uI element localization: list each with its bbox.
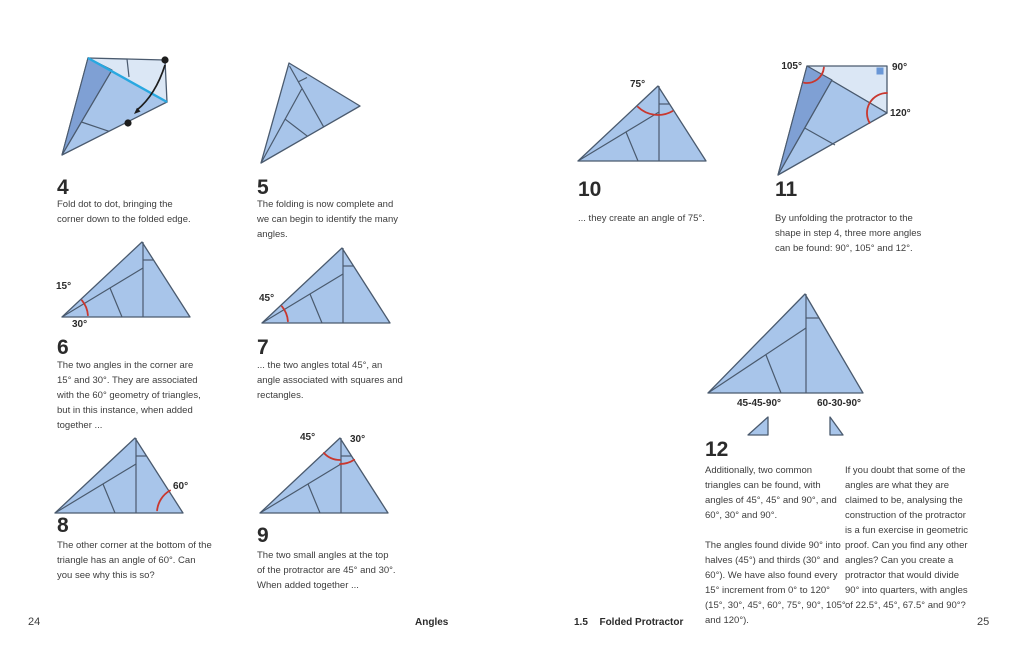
step8-triangle-diagram — [35, 428, 185, 518]
step11-number: 11 — [775, 178, 798, 201]
section-title: Folded Protractor — [599, 617, 684, 628]
triangle-type-label-right: 60-30-90° — [816, 398, 862, 409]
step6-triangle-diagram — [42, 232, 192, 322]
left-running-head: Angles — [415, 617, 449, 628]
step7-caption: ... the two angles total 45°, an angle associated with squares and rectangles. — [257, 360, 403, 401]
step5-number: 5 — [257, 176, 269, 199]
step7-figure — [242, 238, 417, 338]
step10-caption: ... they create an angle of 75°. — [578, 213, 705, 224]
small-45-45-90-triangle — [748, 417, 768, 435]
step6-figure — [42, 232, 217, 337]
angle-label-120: 120° — [890, 108, 911, 119]
step5-caption: The folding is now complete and we can begin to identify the many angles. — [257, 199, 399, 240]
step11-figure — [770, 55, 918, 185]
step5-folded-triangle-diagram — [255, 58, 370, 168]
section-number: 1.5 — [574, 617, 588, 628]
step8-figure — [35, 428, 215, 528]
angle-label-45: 45° — [259, 293, 275, 304]
step12-caption-column2 — [845, 463, 975, 613]
left-page-number: 24 — [28, 616, 41, 628]
triangle-type-label-left: 45-45-90° — [736, 398, 782, 409]
step6-number: 6 — [57, 336, 69, 359]
step8-number: 8 — [57, 514, 69, 537]
fold-dot — [124, 119, 131, 126]
step12-number: 12 — [705, 438, 729, 461]
step4-number: 4 — [57, 176, 69, 199]
step12-paragraph-2: The angles found divide 90° into halves (45°) and thirds (30° and 60°). We have also found every 15° increment from 0° to 120° (15°, 30°, 45°, 60°, 75°, 90°, 105° and 120°). — [705, 540, 846, 626]
angle-label-60: 60° — [173, 481, 189, 492]
step8-caption: The other corner at the bottom of the triangle has an angle of 60°. Can you see why this is so? — [57, 540, 212, 581]
step4-kite-diagram — [55, 45, 195, 165]
right-running-head — [574, 617, 683, 628]
folded-triangle — [261, 63, 360, 163]
step12-triangle-diagram — [700, 288, 890, 448]
right-page-number: 25 — [977, 616, 990, 628]
step12-paragraph-1: Additionally, two common triangles can be found, with angles of 45°, 45° and 90°, and 60°, 30° and 90°. — [705, 465, 837, 521]
step11-kite-diagram — [770, 55, 918, 185]
paragraph-gap — [705, 523, 847, 538]
angle-label-45: 45° — [300, 432, 316, 443]
step12-paragraph-3: If you doubt that some of the angles are what they are claimed to be, analysing the construction of the protractor is a fun exercise in geometric proof. Can you find any other angles? Can you create a protractor that would divide 90° into quarters, with angles of 22.5°, 45°, 67.5° and 90°? — [845, 465, 969, 611]
step4-figure — [55, 45, 195, 165]
angle-label-90: 90° — [892, 62, 908, 73]
angle-label-15: 15° — [56, 281, 72, 292]
step4-caption: Fold dot to dot, bringing the corner down to the folded edge. — [57, 199, 191, 225]
step9-number: 9 — [257, 524, 269, 547]
right-angle-marker — [877, 68, 884, 75]
step7-number: 7 — [257, 336, 269, 359]
angle-label-30: 30° — [350, 434, 366, 445]
small-60-30-90-triangle — [830, 417, 843, 435]
step9-figure — [240, 428, 415, 528]
step11-caption: By unfolding the protractor to the shape in step 4, three more angles can be found: 90°, 105° and 12°. — [775, 213, 922, 254]
step9-caption: The two small angles at the top of the protractor are 45° and 30°. When added together ... — [257, 550, 396, 591]
step7-triangle-diagram — [242, 238, 392, 328]
step6-caption: The two angles in the corner are 15° and 30°. They are associated with the 60° geometry of triangles, but in this instance, when added together ... — [57, 360, 201, 431]
step10-number: 10 — [578, 178, 602, 201]
angle-label-30: 30° — [72, 319, 88, 330]
step12-caption-column1 — [705, 463, 847, 628]
angle-label-105: 105° — [781, 61, 802, 72]
angle-label-75: 75° — [630, 79, 646, 90]
step10-figure — [558, 76, 733, 176]
step12-figure — [700, 288, 890, 448]
fold-dot — [161, 56, 168, 63]
step5-figure — [255, 58, 370, 168]
